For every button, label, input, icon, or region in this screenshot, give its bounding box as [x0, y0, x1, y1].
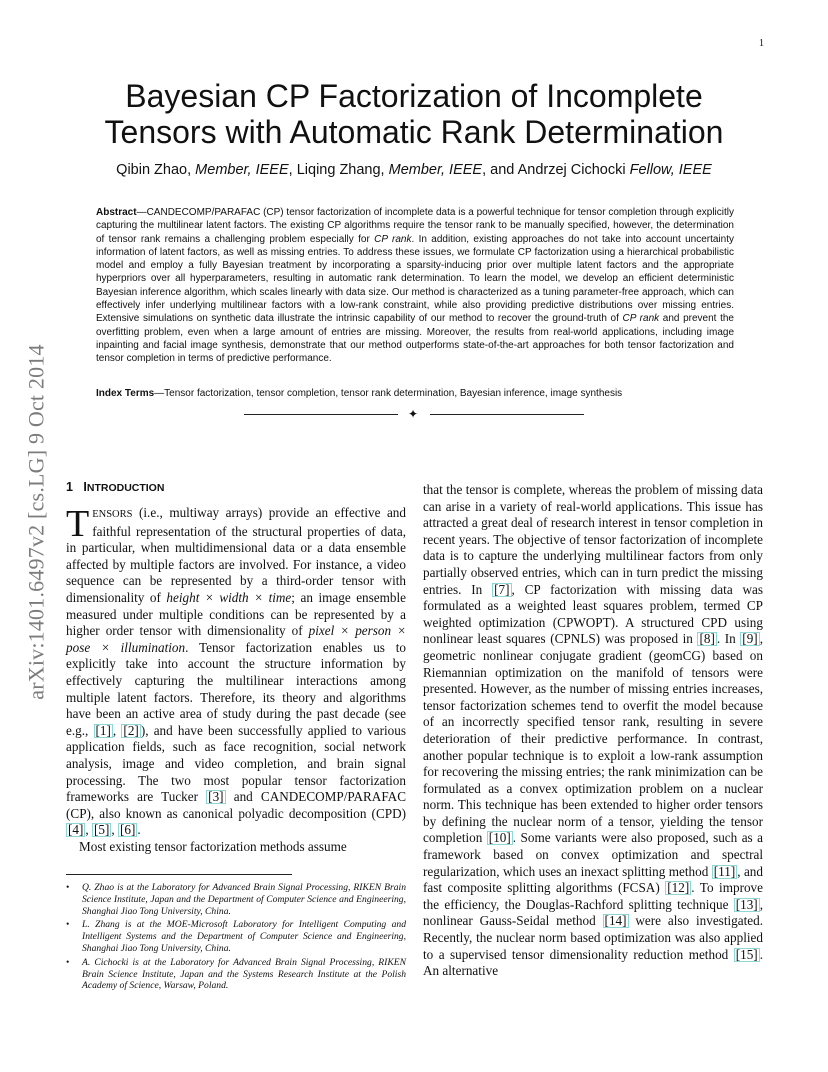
author-2-role: Member, IEEE — [388, 162, 483, 178]
author-1-role: Member, IEEE — [195, 162, 289, 178]
intro-text-a: (i.e., multiway arrays) provide an effective and faithful representation of the structural properties of data, in particular, when multidimensional data or a data ensemble affected by multiple factors are involved. For instance, a video sequence can be represented by a third-order tensor with dimensionality of — [66, 505, 406, 605]
citation-link[interactable]: [1] — [95, 722, 111, 738]
text-run: , geometric nonlinear conjugate gradient (geomCG) based on Riemannian optimization on the manifold of tensors were presented. However, as the number of missing entries increases, tensor factorization schemes tend to overfit the model because of an incorrectly specified tensor rank, resulting in severe deterioration of their predictive performance. In contrast, another popular technique is to exploit a low-rank assumption for recovering the missing entries; the rank minimization can be formulated as a convex optimization problem on a nuclear norm. This technique has been extended to higher order tensors by defining the nuclear norm of a tensor, yielding the tensor completion — [423, 631, 763, 846]
paper-title — [60, 78, 768, 150]
footnote-item — [66, 919, 406, 954]
section-divider — [244, 406, 584, 422]
abstract-text-2: . In addition, existing approaches do not take into account uncertainty information of latent factors, as well as missing entries. To address these issues, we formulate CP factorization using a hierarchical probabilistic model and employ a fully Bayesian treatment by incorporating a sparsity-inducing prior over multiple latent factors and the appropriate hyperpriors over all hyperparameters, resulting in automatic rank determination. To learn the model, we develop an efficient deterministic Bayesian inference algorithm, which scales linearly with data size. Our method is characterized as a tuning parameter-free approach, which can effectively infer underlying multilinear factors with a low-rank constraint, while also providing predictive distributions over missing entries. Extensive simulations on synthetic data illustrate the intrinsic capability of our method to recover the ground-truth of — [96, 233, 734, 325]
footnote-text: L. Zhang is at the MOE-Microsoft Laboratory for Intelligent Computing and Intelligent Systems and the Department of Computer Science and Engineering, Shanghai Jiao Tong University, China. — [82, 919, 406, 954]
intro-text-h: , — [111, 822, 118, 838]
citation-link[interactable]: [14] — [604, 913, 627, 929]
citation-link[interactable]: [3] — [208, 789, 224, 805]
footnotes — [66, 882, 406, 994]
citation-link[interactable]: [5] — [93, 822, 110, 838]
left-column — [66, 505, 406, 855]
arxiv-stamp-text: arXiv:1401.6497v2 [cs.LG] 9 Oct 2014 — [24, 344, 50, 700]
title-line-2: Tensors with Automatic Rank Determination — [104, 114, 724, 150]
author-2: , Liqing Zhang, — [288, 162, 385, 178]
author-list — [60, 162, 768, 178]
footnote-item — [66, 882, 406, 917]
citation-link[interactable]: [6] — [119, 822, 136, 838]
intro-paragraph-2: Most existing tensor factorization methods assume — [79, 838, 347, 854]
intro-text-d: , — [112, 722, 122, 738]
text-run: . An alternative — [423, 946, 763, 979]
index-terms — [96, 387, 734, 400]
author-3-role: Fellow, IEEE — [629, 162, 712, 178]
section-heading-introduction — [66, 480, 164, 494]
right-column — [423, 482, 763, 980]
abstract-emphasis-1: CP rank — [374, 233, 412, 245]
text-run: , nonlinear Gauss-Seidal method — [423, 896, 763, 929]
citation-link[interactable]: [4] — [68, 822, 84, 838]
citation-link[interactable]: [15] — [735, 946, 758, 962]
text-run: , CP factorization with missing data was formulated as a weighted least squares problem, termed CP weighted optimization (CPWOPT). A structured CPD using nonlinear least squares (CPNLS) was proposed in — [423, 581, 764, 647]
citation-link[interactable]: [8] — [699, 631, 715, 647]
citation-link[interactable]: [10] — [488, 830, 511, 846]
citation-link[interactable]: [2] — [123, 722, 139, 738]
arxiv-stamp — [22, 302, 52, 742]
bullet-icon: • — [66, 882, 70, 893]
section-title-initial: I — [83, 480, 87, 494]
text-run: . In — [716, 631, 741, 647]
abstract-text-3: and prevent the overfitting problem, even when a large amount of entries are missing. Moreover, the results from real-world applications, including image inpainting and facial image synthesis, demonstrate that our method outperforms state-of-the-art approaches for both tensor factorization and tensor completion in terms of predictive performance. — [96, 313, 734, 365]
index-terms-text: —Tensor factorization, tensor completion, tensor rank determination, Bayesian inference, image synthesis — [154, 388, 623, 399]
footnote-text: A. Cichocki is at the Laboratory for Advanced Brain Signal Processing, RIKEN Brain Science Institute, Japan and the Systems Research Institute at the Polish Academy of Science, Warsaw, Poland. — [82, 956, 406, 992]
intro-text-f: and CANDECOMP/PARAFAC (CP), also known as canonical polyadic decomposition (CPD) — [66, 789, 407, 821]
citation-link[interactable]: [12] — [667, 880, 690, 896]
divider-diamond-icon: ✦ — [408, 407, 419, 421]
section-number: 1 — [66, 480, 73, 494]
text-run: that the tensor is complete, whereas the problem of missing data can arise in a variety of real-world applications. This issue has attracted a great deal of research interest in tensor completion in recent years. The objective of tensor factorization of incomplete data is to capture the underlying multilinear factors from only partially observed entries, which can in turn predict the missing entries. In — [423, 482, 763, 597]
author-1: Qibin Zhao, — [116, 162, 192, 178]
citation-link[interactable]: [7] — [494, 581, 510, 597]
citation-link[interactable]: [11] — [713, 863, 736, 879]
citation-link[interactable]: [13] — [735, 896, 758, 912]
divider-line-right — [430, 414, 584, 415]
footnote-text: Q. Zhao is at the Laboratory for Advanced Brain Signal Processing, RIKEN Brain Science Institute, Japan and the Department of Computer Science and Engineering, Shanghai Jiao Tong University, China. — [82, 882, 406, 917]
math-expression-image: pixel × person × pose × illumination — [66, 623, 407, 655]
footnote-item — [66, 957, 406, 992]
index-terms-label: Index Terms — [96, 388, 155, 399]
section-title-rest: NTRODUCTION — [86, 482, 165, 494]
intro-paragraph-continued — [423, 482, 763, 980]
text-run: . Some variants were also proposed, such as a framework based on convex optimization and spectral regularization, which uses an inexact splitting method — [423, 830, 763, 879]
citation-link[interactable]: [9] — [742, 631, 758, 647]
abstract-text-1: —CANDECOMP/PARAFAC (CP) tensor factorization of incomplete data is a powerful technique for tensor completion through explicitly capturing the multilinear latent factors. The existing CP algorithms require the tensor rank to be manually specified, however, the determination of tensor rank remains a challenging problem especially for — [96, 207, 734, 245]
dropcap-letter: T — [66, 503, 90, 545]
intro-text-c: . Tensor factorization enables us to explicitly take into account the structure information by effectively capturing the multilinear interactions among multiple latent factors. Therefore, its theory and algorithms have been an active area of study during the past decade (see e.g., — [66, 639, 406, 738]
text-run: were also investigated. Recently, the nuclear norm based optimization was also applied to a supervised tensor dimensionality reduction method — [423, 913, 764, 962]
bullet-icon: • — [66, 956, 70, 968]
intro-smallcaps-word: ENSORS — [92, 509, 133, 520]
intro-text-b: ; an image ensemble measured under multiple conditions can be represented by a higher order tensor with dimensionality of — [66, 589, 406, 639]
abstract — [96, 206, 734, 366]
text-run: , and fast composite splitting algorithms (FCSA) — [423, 863, 763, 896]
abstract-label: Abstract — [96, 207, 137, 218]
page-number: 1 — [759, 38, 764, 49]
abstract-emphasis-2: CP rank — [622, 313, 660, 325]
bullet-icon: • — [66, 919, 70, 931]
intro-paragraph-1 — [66, 505, 406, 839]
divider-line-left — [244, 414, 398, 415]
intro-text-e: ), and have been successfully applied to various application fields, such as face recognition, social network analysis, image and video completion, and brain signal processing. The two most popular tensor factorization frameworks are Tucker — [66, 722, 407, 805]
math-expression-video: height × width × time — [166, 589, 292, 605]
text-run: . To improve the efficiency, the Douglas-Rachford splitting technique — [423, 880, 763, 912]
intro-text-g: , — [85, 822, 92, 838]
intro-text-i: . — [137, 822, 141, 838]
author-3: , and Andrzej Cichocki — [482, 162, 626, 178]
footnote-rule — [66, 874, 292, 875]
title-line-1: Bayesian CP Factorization of Incomplete — [125, 78, 703, 114]
